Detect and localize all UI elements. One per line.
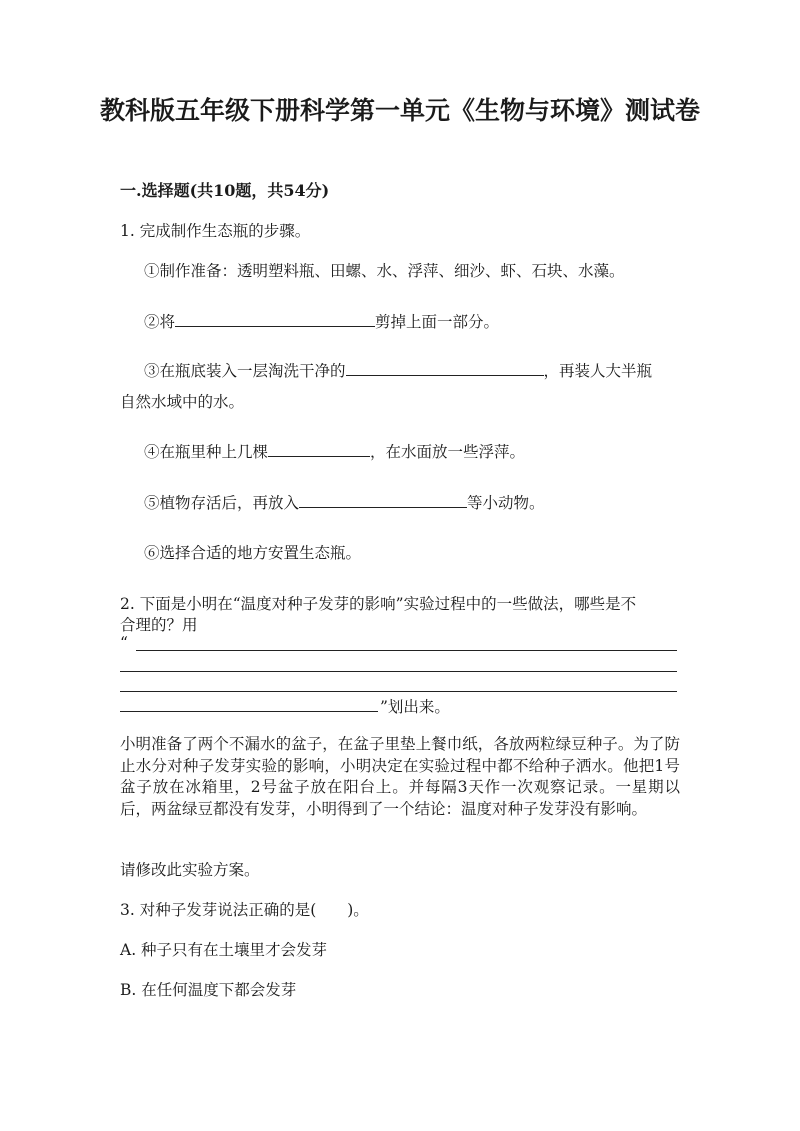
question-3-stem: 3. 对种子发芽说法正确的是( )。	[120, 901, 369, 919]
q2-answer-line-2[interactable]	[120, 671, 677, 672]
q1-step-3-blank[interactable]	[346, 359, 544, 376]
q1-step-5-text-b: 等小动物。	[467, 494, 545, 512]
q1-step-4-text-a: ④在瓶里种上几棵	[144, 443, 269, 461]
q1-step-2-blank[interactable]	[175, 310, 375, 327]
q1-step-3-text-a: ③在瓶底装入一层淘洗干净的	[144, 362, 346, 380]
q2-close-text: ”划出来。	[380, 698, 450, 716]
q1-step-5	[144, 491, 545, 513]
q1-step-5-blank[interactable]	[299, 491, 467, 508]
q1-step-2-text-b: 剪掉上面一部分。	[375, 313, 500, 331]
question-1-stem: 1. 完成制作生态瓶的步骤。	[120, 222, 311, 240]
q1-step-4-text-b: ，在水面放一些浮萍。	[370, 443, 526, 461]
q2-experiment-paragraph: 小明准备了两个不漏水的盆子，在盆子里垫上餐巾纸，各放两粒绿豆种子。为了防止水分对种子发芽实验的影响，小明决定在实验过程中都不给种子洒水。他把1号盆子放在冰箱里，2号盆子放在阳台上。并每隔3天作一次观察记录。一星期以后，两盆绿豆都没有发芽，小明得到了一个结论：温度对种子发芽没有影响。	[120, 735, 680, 818]
question-2-stem-line-2: 合理的？用	[120, 616, 198, 634]
q1-step-6: ⑥选择合适的地方安置生态瓶。	[144, 544, 362, 562]
q3-option-a[interactable]: A. 种子只有在土壤里才会发芽	[120, 941, 328, 959]
q1-step-2-text-a: ②将	[144, 313, 176, 331]
section-heading: 一.选择题(共10题，共54分)	[120, 181, 330, 200]
q3-option-b[interactable]: B. 在任何温度下都会发芽	[120, 981, 297, 999]
q2-answer-line-1[interactable]	[136, 650, 677, 651]
q2-open-quote: “	[120, 634, 128, 652]
question-2-stem-line-1: 2. 下面是小明在“温度对种子发芽的影响”实验过程中的一些做法，哪些是不	[120, 595, 637, 613]
q2-answer-line-4[interactable]	[120, 711, 378, 712]
q1-step-2	[144, 310, 499, 332]
q2-instruction: 请修改此实验方案。	[120, 861, 260, 879]
q1-step-3-text-b: ，再装人大半瓶	[543, 362, 653, 380]
q1-step-1: ①制作准备：透明塑料瓶、田螺、水、浮萍、细沙、虾、石块、水藻。	[144, 262, 625, 280]
page-title: 教科版五年级下册科学第一单元《生物与环境》测试卷	[100, 96, 701, 125]
q1-step-3-continued: 自然水域中的水。	[120, 393, 245, 411]
q1-step-3	[144, 359, 652, 381]
q1-step-4	[144, 440, 525, 462]
q2-answer-line-3[interactable]	[120, 691, 677, 692]
q1-step-5-text-a: ⑤植物存活后，再放入	[144, 494, 300, 512]
q1-step-4-blank[interactable]	[268, 440, 370, 457]
